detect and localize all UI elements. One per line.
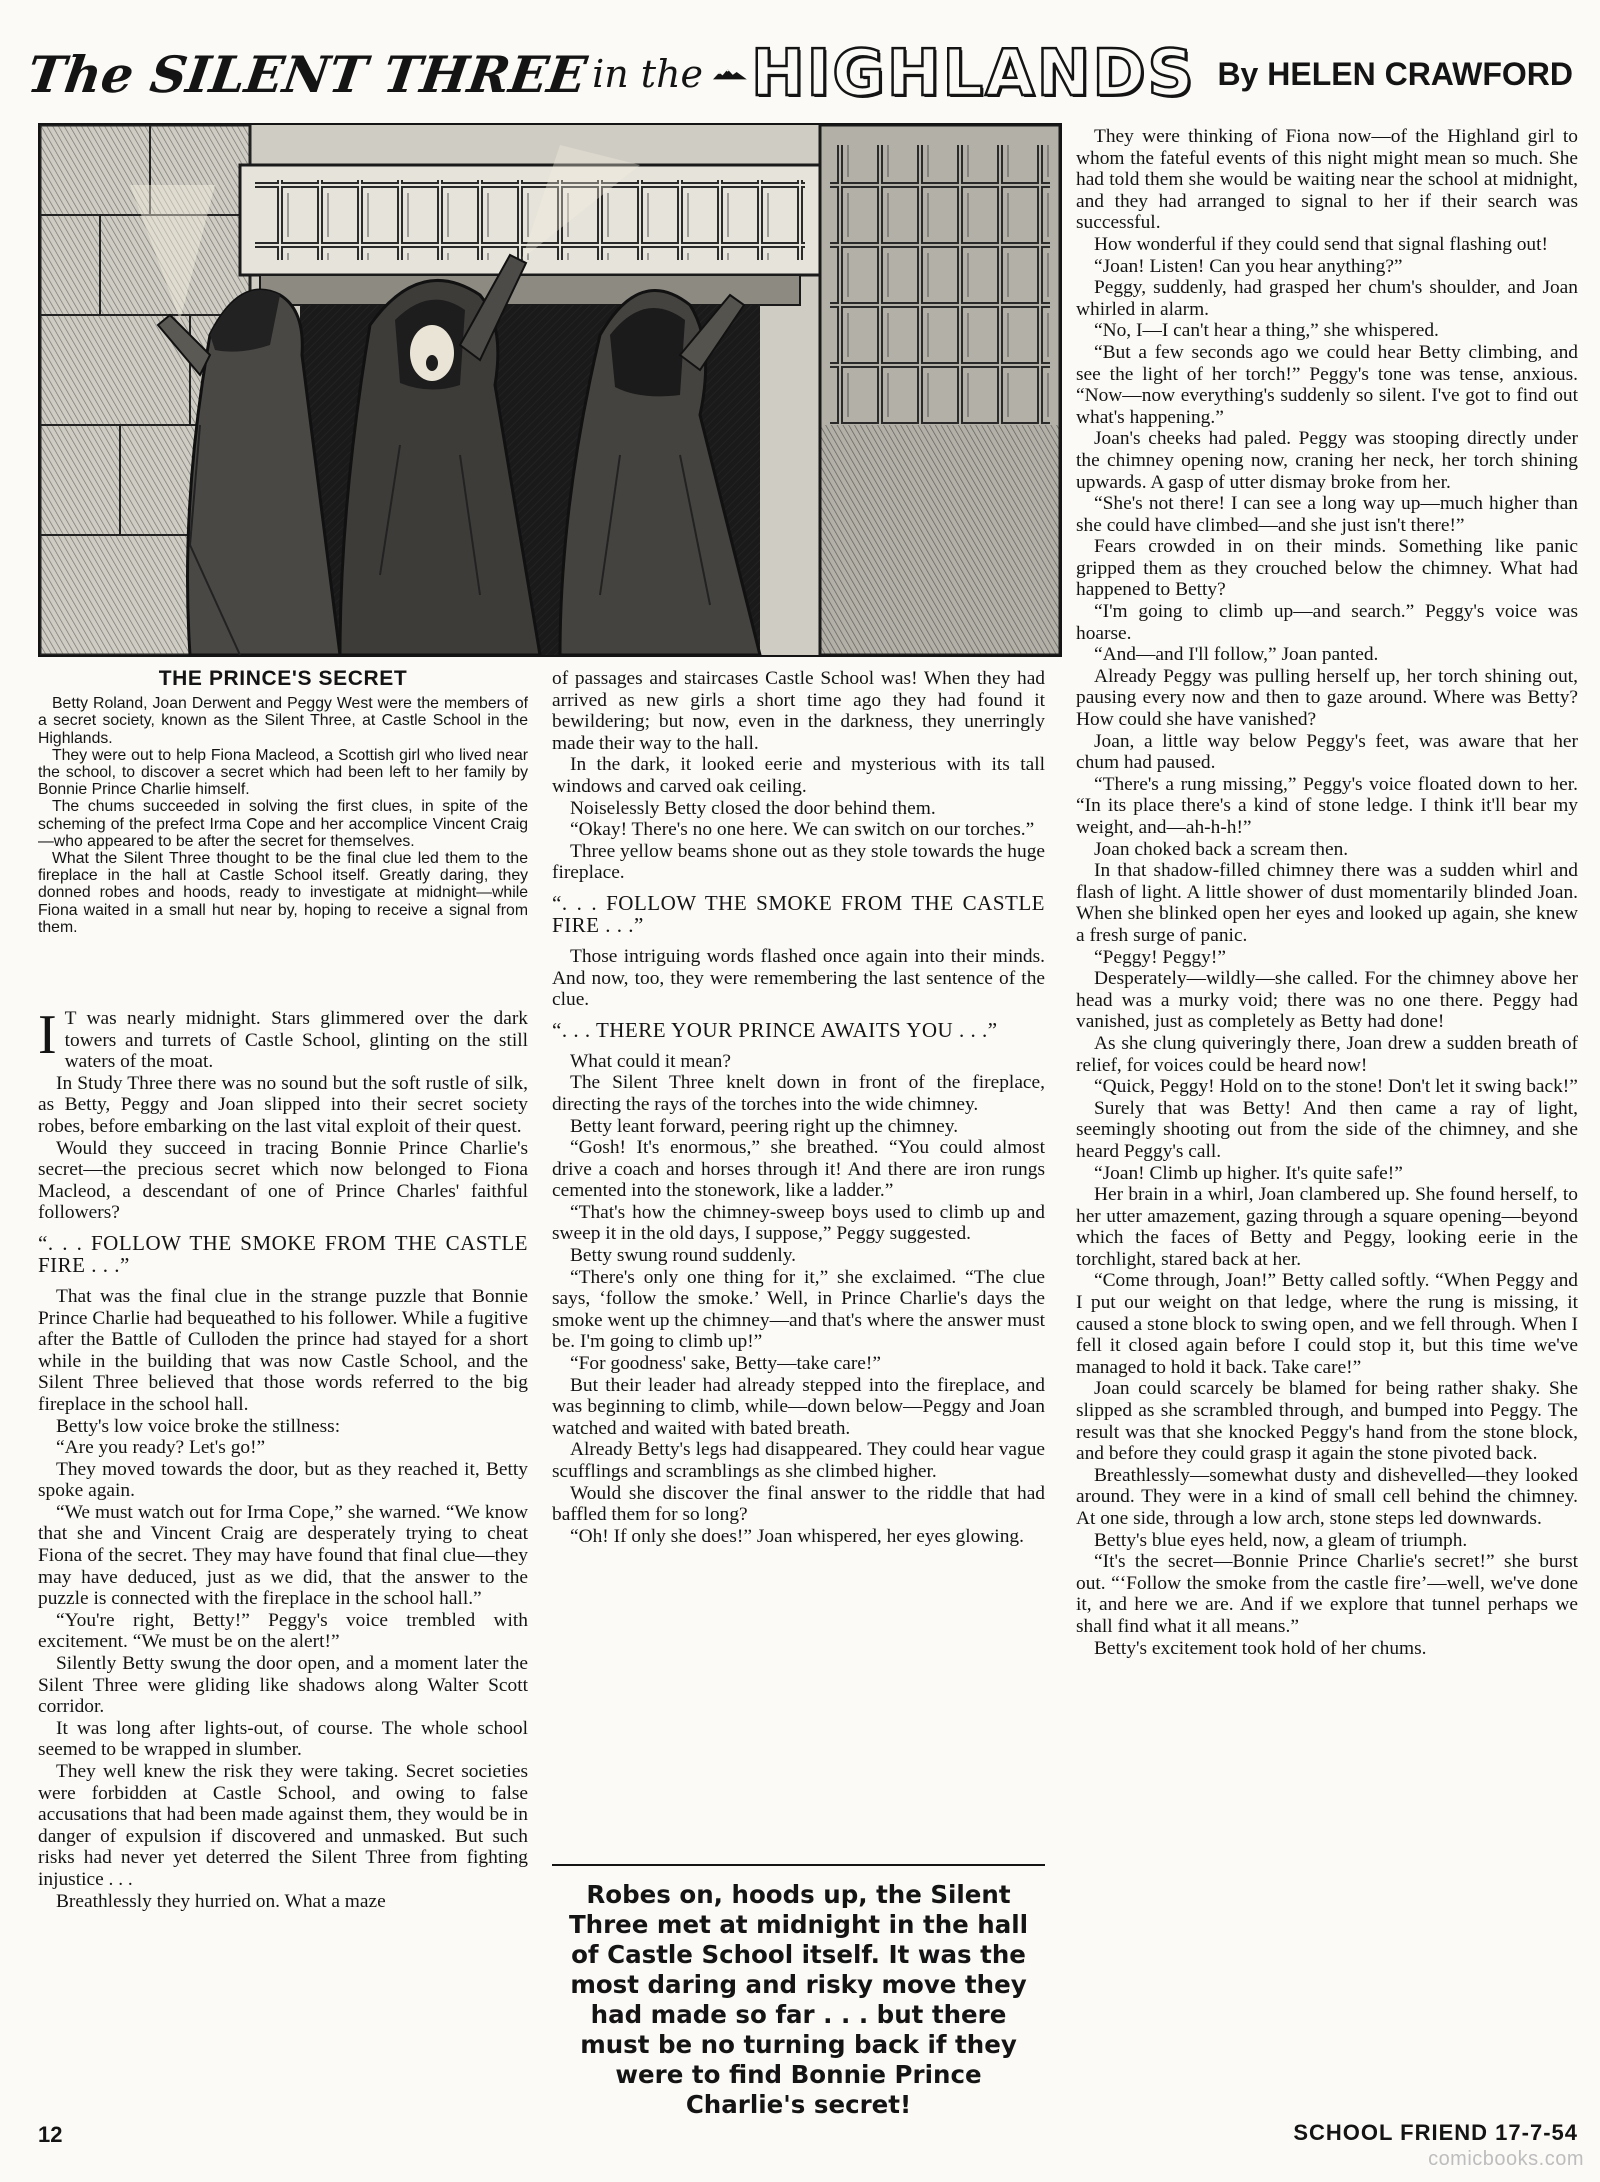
- paragraph: Joan, a little way below Peggy's feet, was aware that her chum had paused.: [1076, 730, 1578, 774]
- paragraph: “You're right, Betty!” Peggy's voice trembled with excitement. “We must be on the alert!”: [38, 1609, 528, 1653]
- story-header: [23, 28, 1573, 120]
- paragraph: “There's a rung missing,” Peggy's voice floated down to her. “In its place there's a kind of stone ledge. I think it'll bear my weight, and—ah-h-h!”: [1076, 773, 1578, 838]
- story-column-left: [38, 1008, 528, 2103]
- clue-quote: “. . . FOLLOW THE SMOKE FROM THE CASTLE FIRE . . .”: [552, 890, 1045, 937]
- drop-cap: I: [38, 1008, 57, 1066]
- page-number: 12: [38, 2122, 63, 2147]
- paragraph: It was long after lights-out, of course. The whole school seemed to be wrapped in slumber.: [38, 1717, 528, 1761]
- paragraph: Those intriguing words flashed once again into their minds. And now, too, they were remembering the last sentence of the clue.: [552, 945, 1045, 1011]
- paragraph: “We must watch out for Irma Cope,” she warned. “We know that she and Vincent Craig are desperately trying to cheat Fiona of the secret. They may have found that final clue—they may have deduced, just as we did, that the answer to the puzzle is connected with the fireplace in the school hall.”: [38, 1501, 528, 1610]
- watermark: comicbooks.com: [1428, 2148, 1584, 2170]
- paragraph: Desperately—wildly—she called. For the chimney above her head was a murky void; there was no one there. Peggy had vanished, just as completely as Betty had done!: [1076, 968, 1578, 1033]
- paragraph: “Joan! Climb up higher. It's quite safe!”: [1094, 1162, 1403, 1184]
- paragraph: Would she discover the final answer to the riddle that had baffled them for so long?: [552, 1482, 1045, 1526]
- paragraph: Silently Betty swung the door open, and a moment later the Silent Three were gliding like shadows along Walter Scott corridor.: [38, 1653, 528, 1718]
- paragraph: Betty's low voice broke the stillness:: [56, 1415, 341, 1437]
- paragraph: Joan's cheeks had paled. Peggy was stooping directly under the chimney opening now, craning her neck, her torch shining upwards. A gasp of utter dismay broke from her.: [1076, 428, 1578, 493]
- paragraph: How wonderful if they could send that signal flashing out!: [1094, 233, 1548, 255]
- paragraph: Betty's excitement took hold of her chums.: [1094, 1637, 1427, 1659]
- paragraph: “And—and I'll follow,” Joan panted.: [1094, 644, 1379, 666]
- recap-paragraph: What the Silent Three thought to be the final clue led them to the fireplace in the hall at Castle School itself. Greatly daring, they donned robes and hoods, ready to investigate at midnight—while Fiona waited in a small hut near by, hoping to receive a signal from them.: [38, 850, 528, 936]
- paragraph: “Gosh! It's enormous,” she breathed. “You could almost drive a coach and horses through it! And there are iron rungs cemented into the stonework, like a ladder.”: [552, 1137, 1045, 1202]
- story-illustration: [38, 123, 1062, 657]
- paragraph: In Study Three there was no sound but the soft rustle of silk, as Betty, Peggy and Joan slipped into their secret society robes, before embarking on the last vital exploit of their quest.: [38, 1072, 528, 1137]
- paragraph: Joan could scarcely be blamed for being rather shaky. She slipped as she scrambled through, and bumped into Peggy. The result was that she knocked Peggy's hand from the stone block, and before they could grasp it again the stone pivoted back.: [1076, 1378, 1578, 1465]
- story-recap: [38, 668, 528, 988]
- clue-quote: “. . . FOLLOW THE SMOKE FROM THE CASTLE FIRE . . .”: [38, 1230, 528, 1277]
- paragraph: What could it mean?: [570, 1050, 731, 1072]
- byline: By HELEN CRAWFORD: [1217, 55, 1573, 92]
- recap-heading: THE PRINCE'S SECRET: [158, 668, 408, 690]
- paragraph: “Joan! Listen! Can you hear anything?”: [1094, 255, 1403, 277]
- paragraph: “Are you ready? Let's go!”: [56, 1437, 266, 1459]
- paragraph: Her brain in a whirl, Joan clambered up. She found herself, to her utter amazement, gazing through a square opening—beyond which the faces of Betty and Peggy, looking eerie in the torchlight, stared back at her.: [1076, 1184, 1578, 1270]
- paragraph: “Come through, Joan!” Betty called softly. “When Peggy and I put our weight on that ledge, where the rung is missing, it caused a stone block to swing open, and we fell through. When I fell it closed again before I could stop it, but this time we've managed to hold it back. Take care!”: [1076, 1270, 1578, 1378]
- paragraph: They moved towards the door, but as they reached it, Betty spoke again.: [38, 1458, 528, 1502]
- paragraph: They were thinking of Fiona now—of the Highland girl to whom the fateful events of this night might mean so much. She had told them she would be waiting near the school at midnight, and they had arranged to signal to her if their search was successful.: [1076, 126, 1578, 234]
- story-column-right: [1076, 126, 1578, 2114]
- paragraph: “For goodness' sake, Betty—take care!”: [570, 1353, 881, 1375]
- paragraph: In the dark, it looked eerie and mysterious with its tall windows and carved oak ceiling.: [552, 754, 1045, 797]
- paragraph: In that shadow-filled chimney there was a sudden whirl and flash of light. A little shower of dust momentarily blinded Joan. When she blinked open her eyes and looked up again, she knew a fresh surge of panic.: [1076, 860, 1578, 946]
- paragraph: Noiselessly Betty closed the door behind them.: [570, 797, 936, 819]
- paragraph: As she clung quiveringly there, Joan drew a sudden breath of relief, for voices could be heard now!: [1076, 1032, 1578, 1076]
- paragraph: “No, I—I can't hear a thing,” she whispered.: [1094, 320, 1439, 342]
- paragraph: Breathlessly—somewhat dusty and dishevelled—they looked around. They were in a kind of small cell behind the chimney. At one side, through a low arch, stone steps led downwards.: [1076, 1464, 1578, 1529]
- paragraph: Would they succeed in tracing Bonnie Prince Charlie's secret—the precious secret which now belonged to Fiona Macleod, a descendant of one of Prince Charles' faithful followers?: [38, 1137, 528, 1224]
- picture-caption: Robes on, hoods up, the Silent Three met at midnight in the hall of Castle School itself. It was the most daring and risky move they had made so far . . . but there must be no turning back if they were to find Bonnie Prince Charlie's secret!: [552, 1864, 1045, 2104]
- paragraph: “But a few seconds ago we could hear Betty climbing, and see the light of her torch!” Peggy's tone was tense, anxious. “Now—now everything's suddenly so silent. I've got to find out what's happening.”: [1076, 341, 1578, 428]
- title-prefix: The SILENT THREE: [23, 44, 591, 104]
- paragraph: “It's the secret—Bonnie Prince Charlie's secret!” she burst out. “‘Follow the smoke from the castle fire’—well, we've done it, and here we are. And if we explore that tunnel perhaps we shall find what it all means.”: [1076, 1551, 1578, 1637]
- opening-text: T was nearly midnight. Stars glimmered over the dark towers and turrets of Castle School, glinting on the still waters of the moat.: [64, 1008, 528, 1073]
- paragraph: They well knew the risk they were taking. Secret societies were forbidden at Castle School, and owing to false accusations that had been made against them, they would be in danger of expulsion if discovered and unmasked. But such risks had never yet deterred the Silent Three from fighting injustice . . .: [38, 1761, 528, 1890]
- paragraph: Betty leant forward, peering right up the chimney.: [570, 1115, 959, 1137]
- paragraph: Peggy, suddenly, had grasped her chum's shoulder, and Joan whirled in alarm.: [1076, 277, 1578, 320]
- paragraph: “That's how the chimney-sweep boys used to climb up and sweep it in the old days, I suppose,” Peggy suggested.: [552, 1201, 1045, 1245]
- paragraph: Betty's blue eyes held, now, a gleam of triumph.: [1094, 1529, 1468, 1551]
- title-main: HIGHLANDS: [750, 37, 1196, 111]
- paragraph: Fears crowded in on their minds. Something like panic gripped them as they crouched below the chimney. What had happened to Betty?: [1076, 536, 1578, 601]
- paragraph: “Okay! There's no one here. We can switch on our torches.”: [570, 819, 1035, 841]
- title-connector: in the: [592, 52, 704, 96]
- paragraph: “There's only one thing for it,” she exclaimed. “The clue says, ‘follow the smoke.’ Well, in Prince Charlie's days the smoke went up the chimney—and that's where the answer must be. I'm going to climb up!”: [552, 1266, 1045, 1353]
- paragraph: Already Betty's legs had disappeared. They could hear vague scufflings and scramblings as she climbed higher.: [552, 1439, 1045, 1482]
- paragraph: Joan choked back a scream then.: [1094, 838, 1349, 860]
- paragraph: “Quick, Peggy! Hold on to the stone! Don't let it swing back!”: [1094, 1076, 1578, 1098]
- mountain-banner-icon: [713, 49, 747, 99]
- paragraph: “Peggy! Peggy!”: [1094, 946, 1226, 968]
- paragraph: Already Peggy was pulling herself up, her torch shining out, pausing every now and then to gaze around. Where was Betty? How could she have vanished?: [1076, 665, 1578, 731]
- paragraph: “I'm going to climb up—and search.” Peggy's voice was hoarse.: [1076, 601, 1578, 644]
- paragraph: But their leader had already stepped into the fireplace, and was beginning to climb, while—down below—Peggy and Joan watched and waited with bated breath.: [552, 1374, 1045, 1439]
- paragraph: Betty swung round suddenly.: [570, 1245, 797, 1267]
- opening-paragraph: [38, 1008, 528, 1073]
- issue-footer: SCHOOL FRIEND 17-7-54: [1293, 2120, 1578, 2145]
- paragraph: Breathlessly they hurried on. What a maze: [56, 1890, 386, 1912]
- paragraph: The Silent Three knelt down in front of the fireplace, directing the rays of the torches into the wide chimney.: [552, 1072, 1045, 1115]
- recap-paragraph: They were out to help Fiona Macleod, a Scottish girl who lived near the school, to discover a secret which had been left to her family by Bonnie Prince Charlie himself.: [38, 746, 528, 799]
- paragraph: Three yellow beams shone out as they stole towards the huge fireplace.: [552, 840, 1045, 884]
- paragraph: Surely that was Betty! And then came a ray of light, seemingly shooting out from the side of the chimney, and she heard Peggy's call.: [1076, 1097, 1578, 1162]
- clue-quote: “. . . THERE YOUR PRINCE AWAITS YOU . . .”: [552, 1017, 998, 1042]
- story-column-middle: [552, 668, 1045, 1850]
- recap-paragraph: Betty Roland, Joan Derwent and Peggy West were the members of a secret society, known as the Silent Three, at Castle School in the Highlands.: [38, 695, 528, 747]
- recap-paragraph: The chums succeeded in solving the first clues, in spite of the scheming of the prefect Irma Cope and her accomplice Vincent Craig—who appeared to be after the secret for themselves.: [38, 798, 528, 850]
- paragraph: “Oh! If only she does!” Joan whispered, her eyes glowing.: [570, 1525, 1024, 1547]
- paragraph: That was the final clue in the strange puzzle that Bonnie Prince Charlie had bequeathed to his follower. While a fugitive after the Battle of Culloden the prince had stayed for a short while in the building that was now Castle School, and the Silent Three believed that those words referred to the big fireplace in the school hall.: [38, 1285, 528, 1415]
- hooded-figures-fireplace-illustration: [40, 125, 1060, 655]
- paragraph: “She's not there! I can see a long way up—much higher than she could have climbed—and she just isn't there!”: [1076, 493, 1578, 536]
- paragraph: of passages and staircases Castle School was! When they had arrived as new girls a short time ago they had found it bewildering; but now, even in the darkness, they unerringly made their way to the hall.: [552, 668, 1045, 754]
